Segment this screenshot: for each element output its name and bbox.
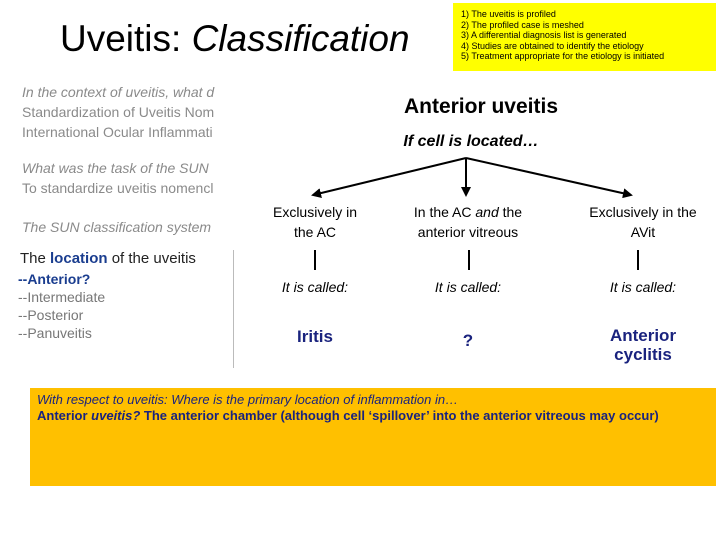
background-question-3: The SUN classification system <box>22 219 212 235</box>
location-item-posterior: --Posterior <box>18 307 84 323</box>
note-question: With respect to uveitis: Where is the primary location of inflammation in… <box>37 392 459 407</box>
note-answer: Anterior uveitis? The anterior chamber (although cell ‘spillover’ into the anterior vitreous may occur) <box>37 408 659 423</box>
arrow-right <box>466 158 631 195</box>
background-question-2: What was the task of the SUN <box>22 160 209 176</box>
background-question-1: In the context of uveitis, what d <box>22 84 215 100</box>
step-1: 1) The uveitis is profiled <box>461 9 556 19</box>
panel-subtitle: If cell is located… <box>403 133 539 150</box>
arrow-left <box>313 158 466 195</box>
step-5: 5) Treatment appropriate for the etiology is initiated <box>461 51 665 62</box>
step-3: 3) A differential diagnosis list is generated <box>461 30 627 41</box>
background-answer-2: To standardize uveitis nomencl <box>22 180 214 196</box>
column-ac-avit-location: In the AC and the anterior vitreous <box>413 204 523 240</box>
term-unknown: ? <box>462 331 474 350</box>
called-label-middle: It is called: <box>434 279 502 295</box>
column-avit-location: Exclusively in the AVit <box>589 204 697 240</box>
location-item-intermediate: --Intermediate <box>18 289 106 305</box>
steps-box <box>453 3 716 71</box>
step-2: 2) The profiled case is meshed <box>461 19 584 30</box>
column-ac-location: Exclusively in the AC <box>272 204 358 240</box>
location-heading: The location of the uveitis <box>20 250 196 267</box>
slide-title: Uveitis: Classification <box>60 18 410 59</box>
background-line-3: International Ocular Inflammati <box>22 124 213 140</box>
answer-note <box>30 388 716 486</box>
location-list <box>18 270 105 342</box>
location-item-panuveitis: --Panuveitis <box>18 325 92 341</box>
called-label-right: It is called: <box>609 279 677 295</box>
anterior-uveitis-panel <box>243 75 719 385</box>
location-item-anterior: --Anterior? <box>18 271 91 287</box>
term-anterior-cyclitis: Anterior cyclitis <box>609 326 677 364</box>
term-iritis: Iritis <box>297 327 333 346</box>
called-label-left: It is called: <box>281 279 349 295</box>
step-4: 4) Studies are obtained to identify the etiology <box>461 40 644 51</box>
background-line-2: Standardization of Uveitis Nom <box>22 104 215 120</box>
panel-title: Anterior uveitis <box>403 95 559 118</box>
divider <box>233 250 234 368</box>
